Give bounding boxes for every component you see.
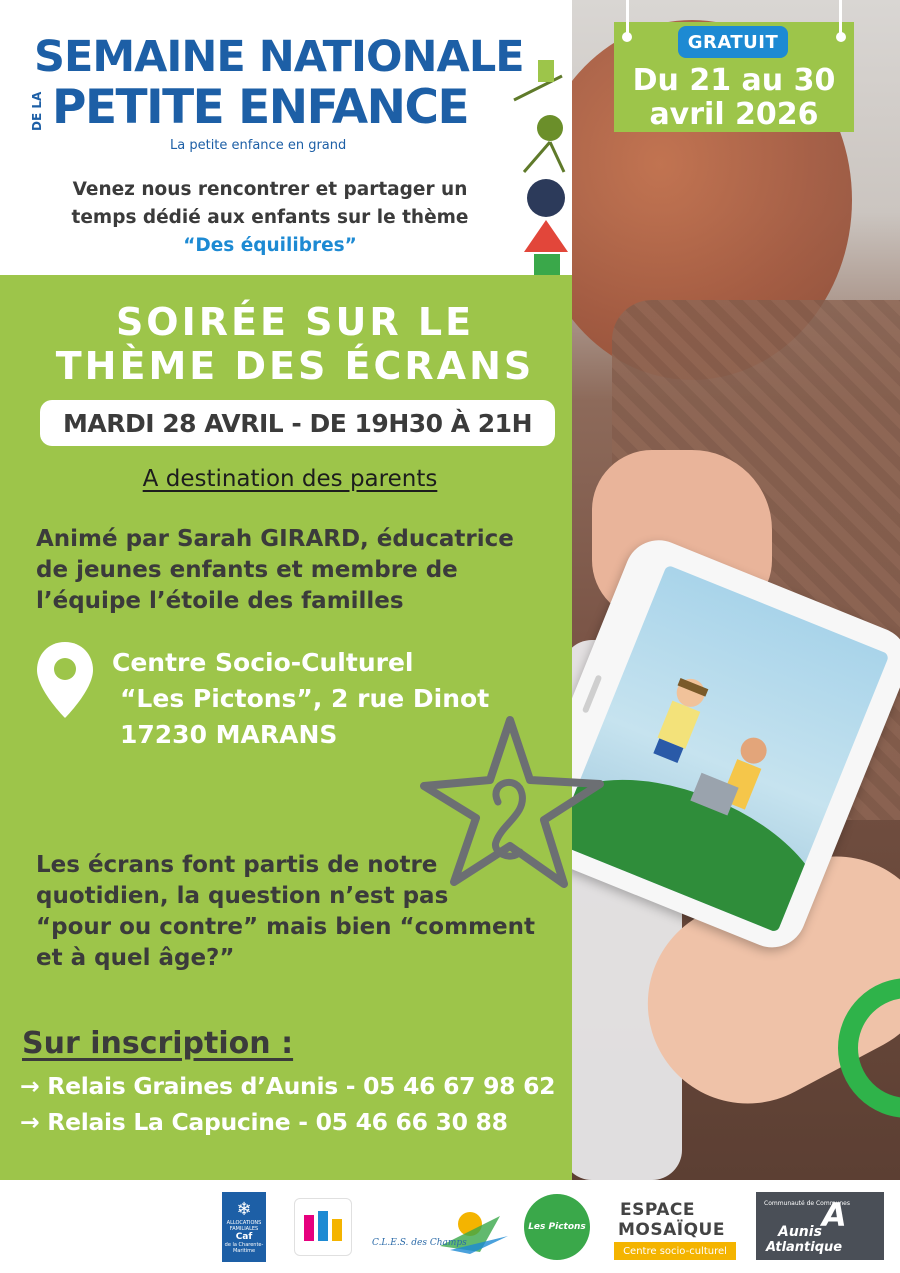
event-logo bbox=[30, 32, 524, 156]
les-pictons-logo bbox=[524, 1194, 590, 1260]
contact-la-capucine: → Relais La Capucine - 05 46 66 30 88 bbox=[20, 1108, 508, 1136]
week-dates-line2: avril 2026 bbox=[649, 97, 819, 132]
intro-line2: temps dédié aux enfants sur le thème bbox=[71, 207, 469, 228]
intro-theme: “Des équilibres” bbox=[183, 235, 357, 256]
badge-string-left bbox=[626, 0, 629, 34]
caf-line2: Caf bbox=[235, 1232, 253, 1242]
event-host bbox=[36, 524, 566, 617]
event-context bbox=[36, 850, 566, 974]
intro-text bbox=[30, 176, 510, 260]
event-host-line1: Animé par Sarah GIRARD, éducatrice bbox=[36, 526, 514, 552]
pictons-name: Les Pictons bbox=[528, 1222, 586, 1232]
mosaique-line2: MOSAÏQUE bbox=[618, 1220, 725, 1240]
aunis-line2: Aunis bbox=[778, 1224, 822, 1240]
event-host-line2: de jeunes enfants et membre de bbox=[36, 557, 458, 583]
intro-line1: Venez nous rencontrer et partager un bbox=[72, 179, 468, 200]
contact-graines-daunis: → Relais Graines d’Aunis - 05 46 67 98 62 bbox=[20, 1072, 556, 1100]
cles-sun-icon bbox=[370, 1206, 510, 1256]
partner-logos bbox=[0, 1180, 900, 1273]
caf-logo bbox=[222, 1192, 266, 1262]
context-line2: quotidien, la question n’est pas bbox=[36, 883, 449, 909]
mosaique-line1: ESPACE bbox=[620, 1200, 696, 1220]
event-audience-text: A destination des parents bbox=[142, 466, 438, 492]
event-audience bbox=[40, 466, 540, 492]
location-line3: 17230 MARANS bbox=[120, 720, 338, 749]
aunis-line1: Communauté de Communes bbox=[764, 1200, 850, 1207]
aunis-a-icon: A bbox=[822, 1196, 847, 1234]
caf-line1: ALLOCATIONS FAMILIALES bbox=[226, 1220, 262, 1232]
logo-title-line1: SEMAINE NATIONALE bbox=[34, 32, 524, 82]
week-dates-line1: Du 21 au 30 bbox=[632, 63, 836, 98]
badge-string-right bbox=[839, 0, 842, 34]
badge-knob-left bbox=[622, 32, 632, 42]
location-line1: Centre Socio-Culturel bbox=[112, 648, 414, 677]
context-line4: et à quel âge?” bbox=[36, 945, 235, 971]
pmi-logo bbox=[294, 1198, 352, 1256]
balance-mobile-icon bbox=[504, 60, 574, 275]
context-line1: Les écrans font partis de notre bbox=[36, 852, 438, 878]
espace-mosaique-logo bbox=[614, 1194, 740, 1260]
badge-knob-right bbox=[836, 32, 846, 42]
context-line3: “pour ou contre” mais bien “comment bbox=[36, 914, 536, 940]
event-title-line2: THÈME DES ÉCRANS bbox=[55, 344, 535, 388]
aunis-line3: Atlantique bbox=[766, 1240, 843, 1255]
mosaique-line3: Centre socio-culturel bbox=[614, 1242, 736, 1260]
header bbox=[0, 0, 572, 275]
week-dates bbox=[614, 64, 854, 132]
cles-name: C.L.E.S. des Champs bbox=[372, 1238, 467, 1248]
caf-snowflake-icon: ❄ bbox=[236, 1199, 252, 1220]
event-title-line1: SOIRÉE SUR LE bbox=[115, 300, 475, 344]
event-datetime: MARDI 28 AVRIL - DE 19H30 À 21H bbox=[40, 400, 555, 446]
pmi-logo-icon bbox=[300, 1207, 346, 1247]
event-host-line3: l’équipe l’étoile des familles bbox=[36, 588, 404, 614]
aunis-atlantique-logo bbox=[756, 1192, 884, 1260]
logo-title-line2: PETITE ENFANCE bbox=[52, 80, 469, 135]
location-pin-icon bbox=[34, 640, 96, 720]
cles-des-champs-logo bbox=[370, 1194, 510, 1268]
signup-title: Sur inscription : bbox=[22, 1026, 294, 1061]
logo-tagline: La petite enfance en grand bbox=[170, 138, 347, 153]
event-title bbox=[20, 300, 570, 388]
dates-badge bbox=[614, 22, 854, 132]
caf-line3: de la Charente-Maritime bbox=[224, 1242, 264, 1254]
logo-title-prefix: DE LA bbox=[30, 91, 44, 131]
location-line2: “Les Pictons”, 2 rue Dinot bbox=[120, 684, 490, 713]
free-label: GRATUIT bbox=[678, 26, 788, 58]
